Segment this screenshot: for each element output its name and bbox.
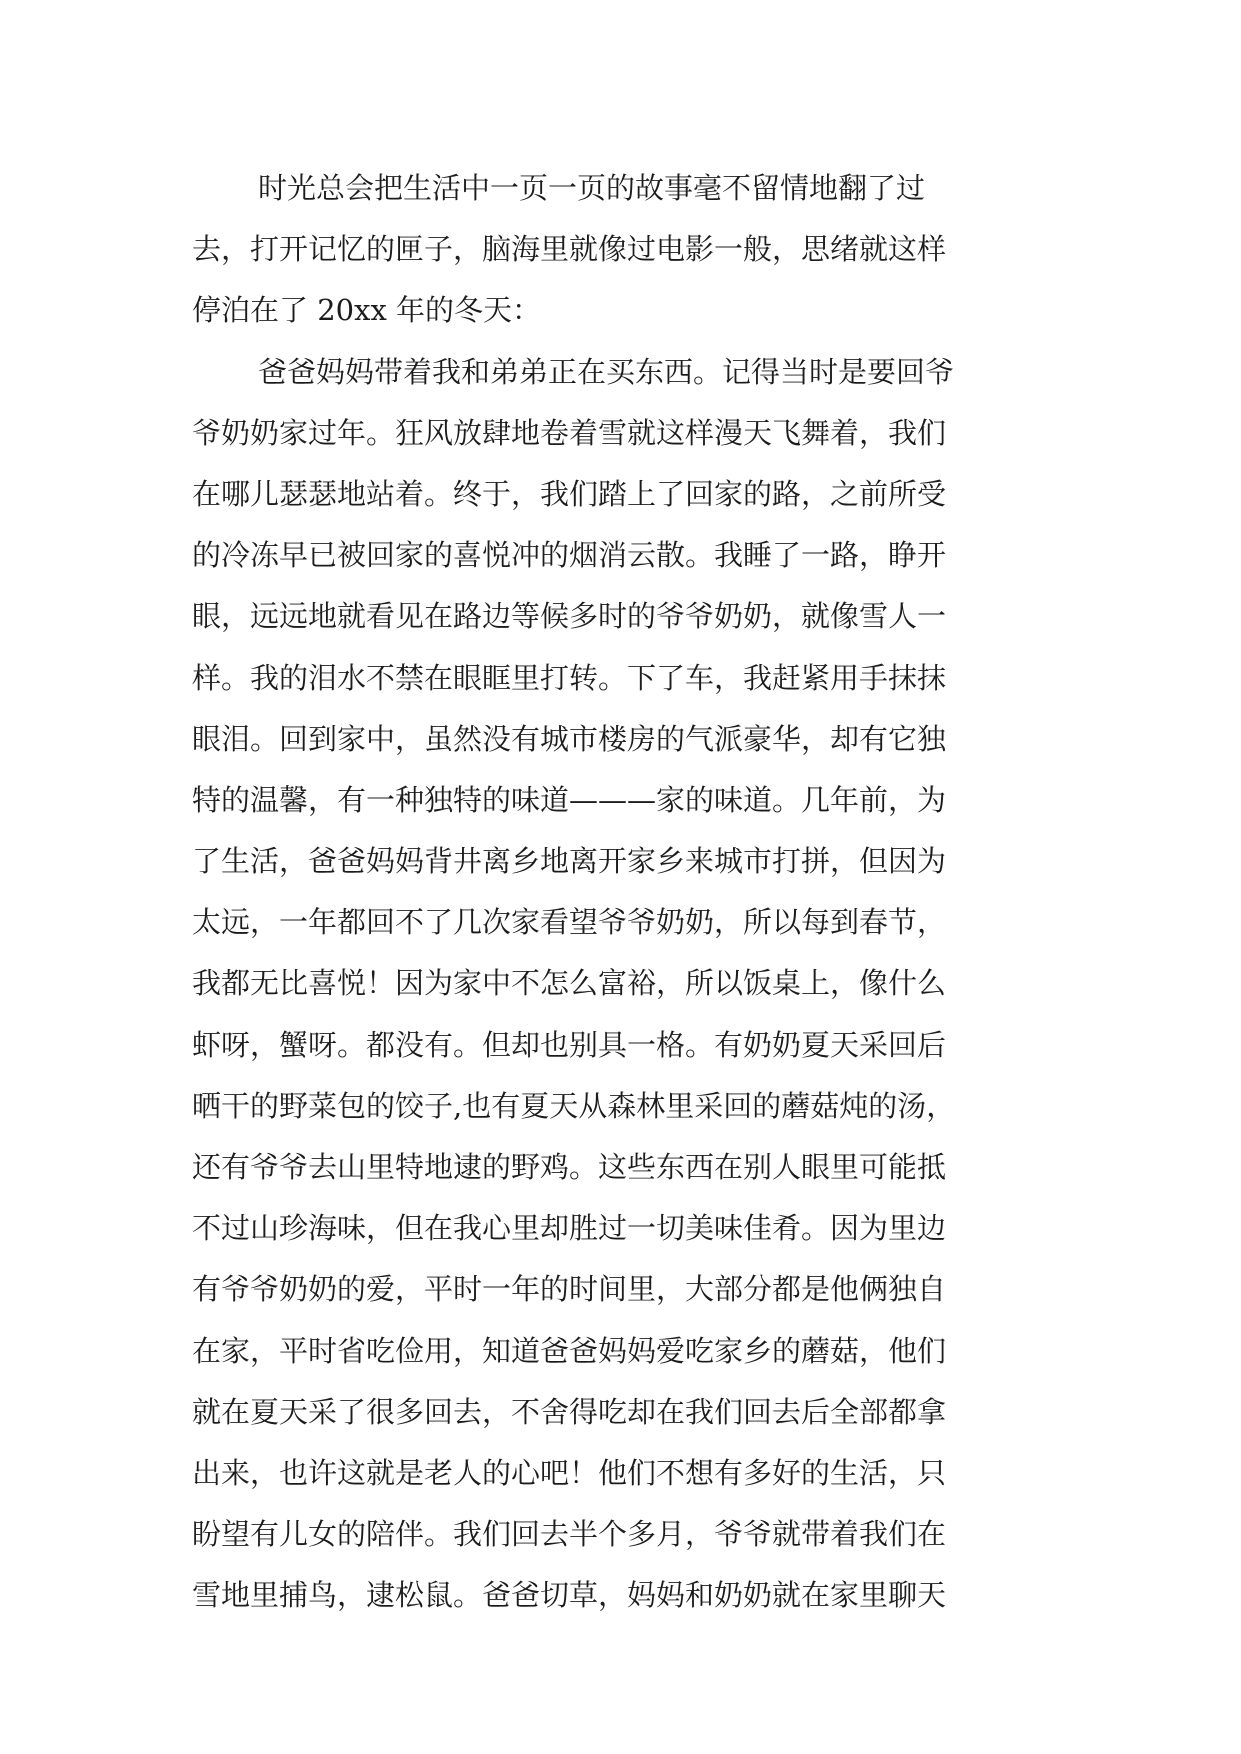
- text-line: 眼泪。回到家中，虽然没有城市楼房的气派豪华，却有它独: [192, 721, 947, 756]
- text-line: 虾呀，蟹呀。都没有。但却也别具一格。有奶奶夏天采回后: [192, 1027, 947, 1062]
- text-line: 雪地里捕鸟，逮松鼠。爸爸切草，妈妈和奶奶就在家里聊天: [192, 1578, 947, 1613]
- text-line: 不过山珍海味，但在我心里却胜过一切美味佳肴。因为里边: [192, 1211, 947, 1246]
- text-line: 出来，也许这就是老人的心吧！他们不想有多好的生活，只: [192, 1455, 947, 1490]
- text-line: 就在夏天采了很多回去，不舍得吃却在我们回去后全部都拿: [192, 1394, 947, 1429]
- text-line: 时光总会把生活中一页一页的故事毫不留情地翻了过: [258, 171, 926, 205]
- document-body: [192, 158, 1052, 1627]
- text-line: 特的温馨，有一种独特的味道———家的味道。几年前，为: [192, 782, 947, 817]
- text-line: 了生活，爸爸妈妈背井离乡地离开家乡来城市打拼，但因为: [192, 844, 947, 879]
- text-line: 我都无比喜悦！因为家中不怎么富裕，所以饭桌上，像什么: [192, 966, 947, 1001]
- text-line: 爸爸妈妈带着我和弟弟正在买东西。记得当时是要回爷: [258, 354, 955, 389]
- text-line: 样。我的泪水不禁在眼眶里打转。下了车，我赶紧用手抹抹: [192, 660, 947, 695]
- text-line: 眼，远远地就看见在路边等候多时的爷爷奶奶，就像雪人一: [192, 599, 947, 634]
- text-line: 在家，平时省吃俭用，知道爸爸妈妈爱吃家乡的蘑菇，他们: [192, 1333, 947, 1368]
- text-line: 爷奶奶家过年。狂风放肆地卷着雪就这样漫天飞舞着，我们: [192, 415, 947, 450]
- text-line: 在哪儿瑟瑟地站着。终于，我们踏上了回家的路，之前所受: [192, 476, 947, 511]
- text-line: 还有爷爷去山里特地逮的野鸡。这些东西在别人眼里可能抵: [192, 1150, 947, 1184]
- text-line: 晒干的野菜包的饺子,也有夏天从森林里采回的蘑菇炖的汤，: [192, 1088, 956, 1123]
- text-line: 太远，一年都回不了几次家看望爷爷奶奶，所以每到春节，: [192, 905, 947, 940]
- text-line: 盼望有儿女的陪伴。我们回去半个多月，爷爷就带着我们在: [192, 1517, 947, 1552]
- text-line: 有爷爷奶奶的爱，平时一年的时间里，大部分都是他俩独自: [192, 1272, 947, 1307]
- text-line: 的冷冻早已被回家的喜悦冲的烟消云散。我睡了一路，睁开: [192, 538, 947, 573]
- text-line: 停泊在了 20xx 年的冬天：: [192, 293, 542, 328]
- text-line: 去，打开记忆的匣子，脑海里就像过电影一般，思绪就这样: [192, 232, 947, 267]
